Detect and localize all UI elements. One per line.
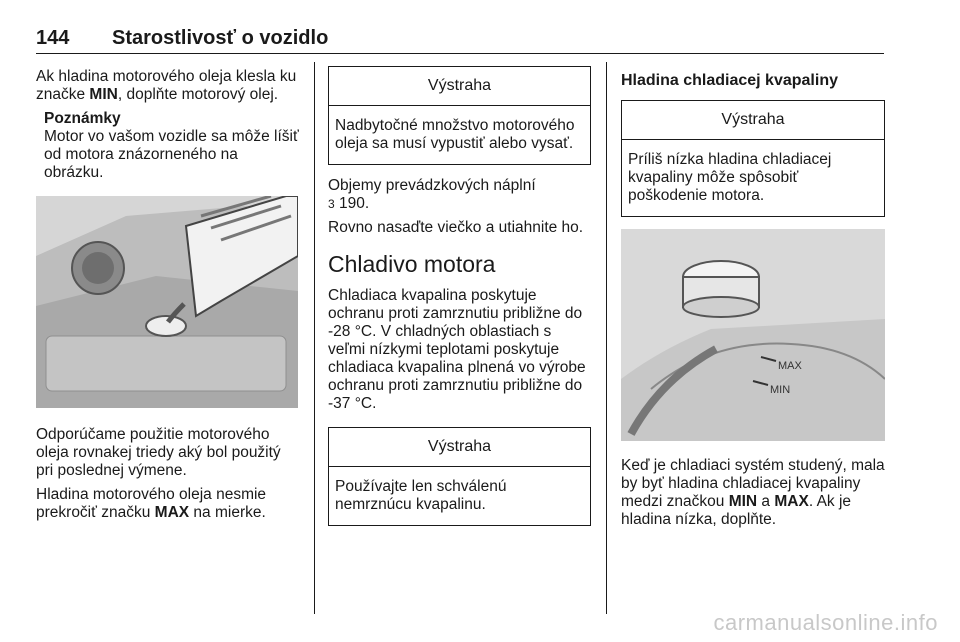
warning-title: Výstraha xyxy=(622,101,884,140)
section-heading-coolant: Chladivo motora xyxy=(328,251,496,277)
column-3 xyxy=(621,68,885,535)
cap-instruction: Rovno nasaďte viečko a utiahnite ho. xyxy=(328,219,584,236)
watermark: carmanualsonline.info xyxy=(713,610,938,635)
capacities-reference: Objemy prevádzkových náplní 3 190. xyxy=(328,177,536,212)
coolant-paragraph: Chladiaca kvapalina poskytuje ochranu proti zamrznutiu približne do -28 °C. V chladných oblastiach s veľmi nízkymi teplotami poskytuje chladiaca kvapalina plnená vo výrobe ochranu proti zamrznutiu približne do -37 °C. xyxy=(328,287,586,412)
warning-title: Výstraha xyxy=(329,428,590,467)
warning-box-coolant-level xyxy=(621,100,885,217)
warning-text: Príliš nízka hladina chladiacej kvapaliny môže spôsobiť poškodenie motora. xyxy=(628,151,832,204)
note-title: Poznámky xyxy=(44,110,121,127)
warning-text: Používajte len schválenú nemrznúcu kvapalinu. xyxy=(335,478,507,513)
warning-box-oil xyxy=(328,66,591,165)
min-mark-label: MIN xyxy=(770,384,791,396)
oil-max-paragraph: Hladina motorového oleja nesmie prekročiť značku MAX na mierke. xyxy=(36,486,267,521)
note-block xyxy=(36,110,300,182)
coolant-reservoir-figure xyxy=(621,229,885,441)
page-number: 144 xyxy=(36,27,70,49)
reference-arrow-icon: 3 xyxy=(328,197,335,211)
column-divider-left xyxy=(314,62,315,614)
subsection-heading-coolant-level: Hladina chladiacej kvapaliny xyxy=(621,72,838,89)
max-mark-label: MAX xyxy=(778,360,802,372)
header-rule xyxy=(36,53,884,54)
warning-text: Nadbytočné množstvo motorového oleja sa musí vypustiť alebo vysať. xyxy=(335,117,575,152)
oil-recommendation-paragraph: Odporúčame použitie motorového oleja rovnakej triedy aký bol použitý pri poslednej výmene. xyxy=(36,426,281,479)
warning-title: Výstraha xyxy=(329,67,590,106)
column-divider-right xyxy=(606,62,607,614)
page-title: Starostlivosť o vozidlo xyxy=(112,27,329,49)
oil-intro-paragraph: Ak hladina motorového oleja klesla ku značke MIN, doplňte motorový olej. xyxy=(36,68,297,103)
note-text: Motor vo vašom vozidle sa môže líšiť od motora znázorneného na obrázku. xyxy=(44,128,299,181)
engine-oil-fill-figure xyxy=(36,196,298,408)
column-1 xyxy=(36,68,300,528)
coolant-level-paragraph: Keď je chladiaci systém studený, mala by byť hladina chladiacej kvapaliny medzi značkou MIN a MAX. Ak je hladina nízka, doplňte. xyxy=(621,457,885,528)
warning-box-antifreeze xyxy=(328,427,591,526)
column-2 xyxy=(328,66,591,538)
